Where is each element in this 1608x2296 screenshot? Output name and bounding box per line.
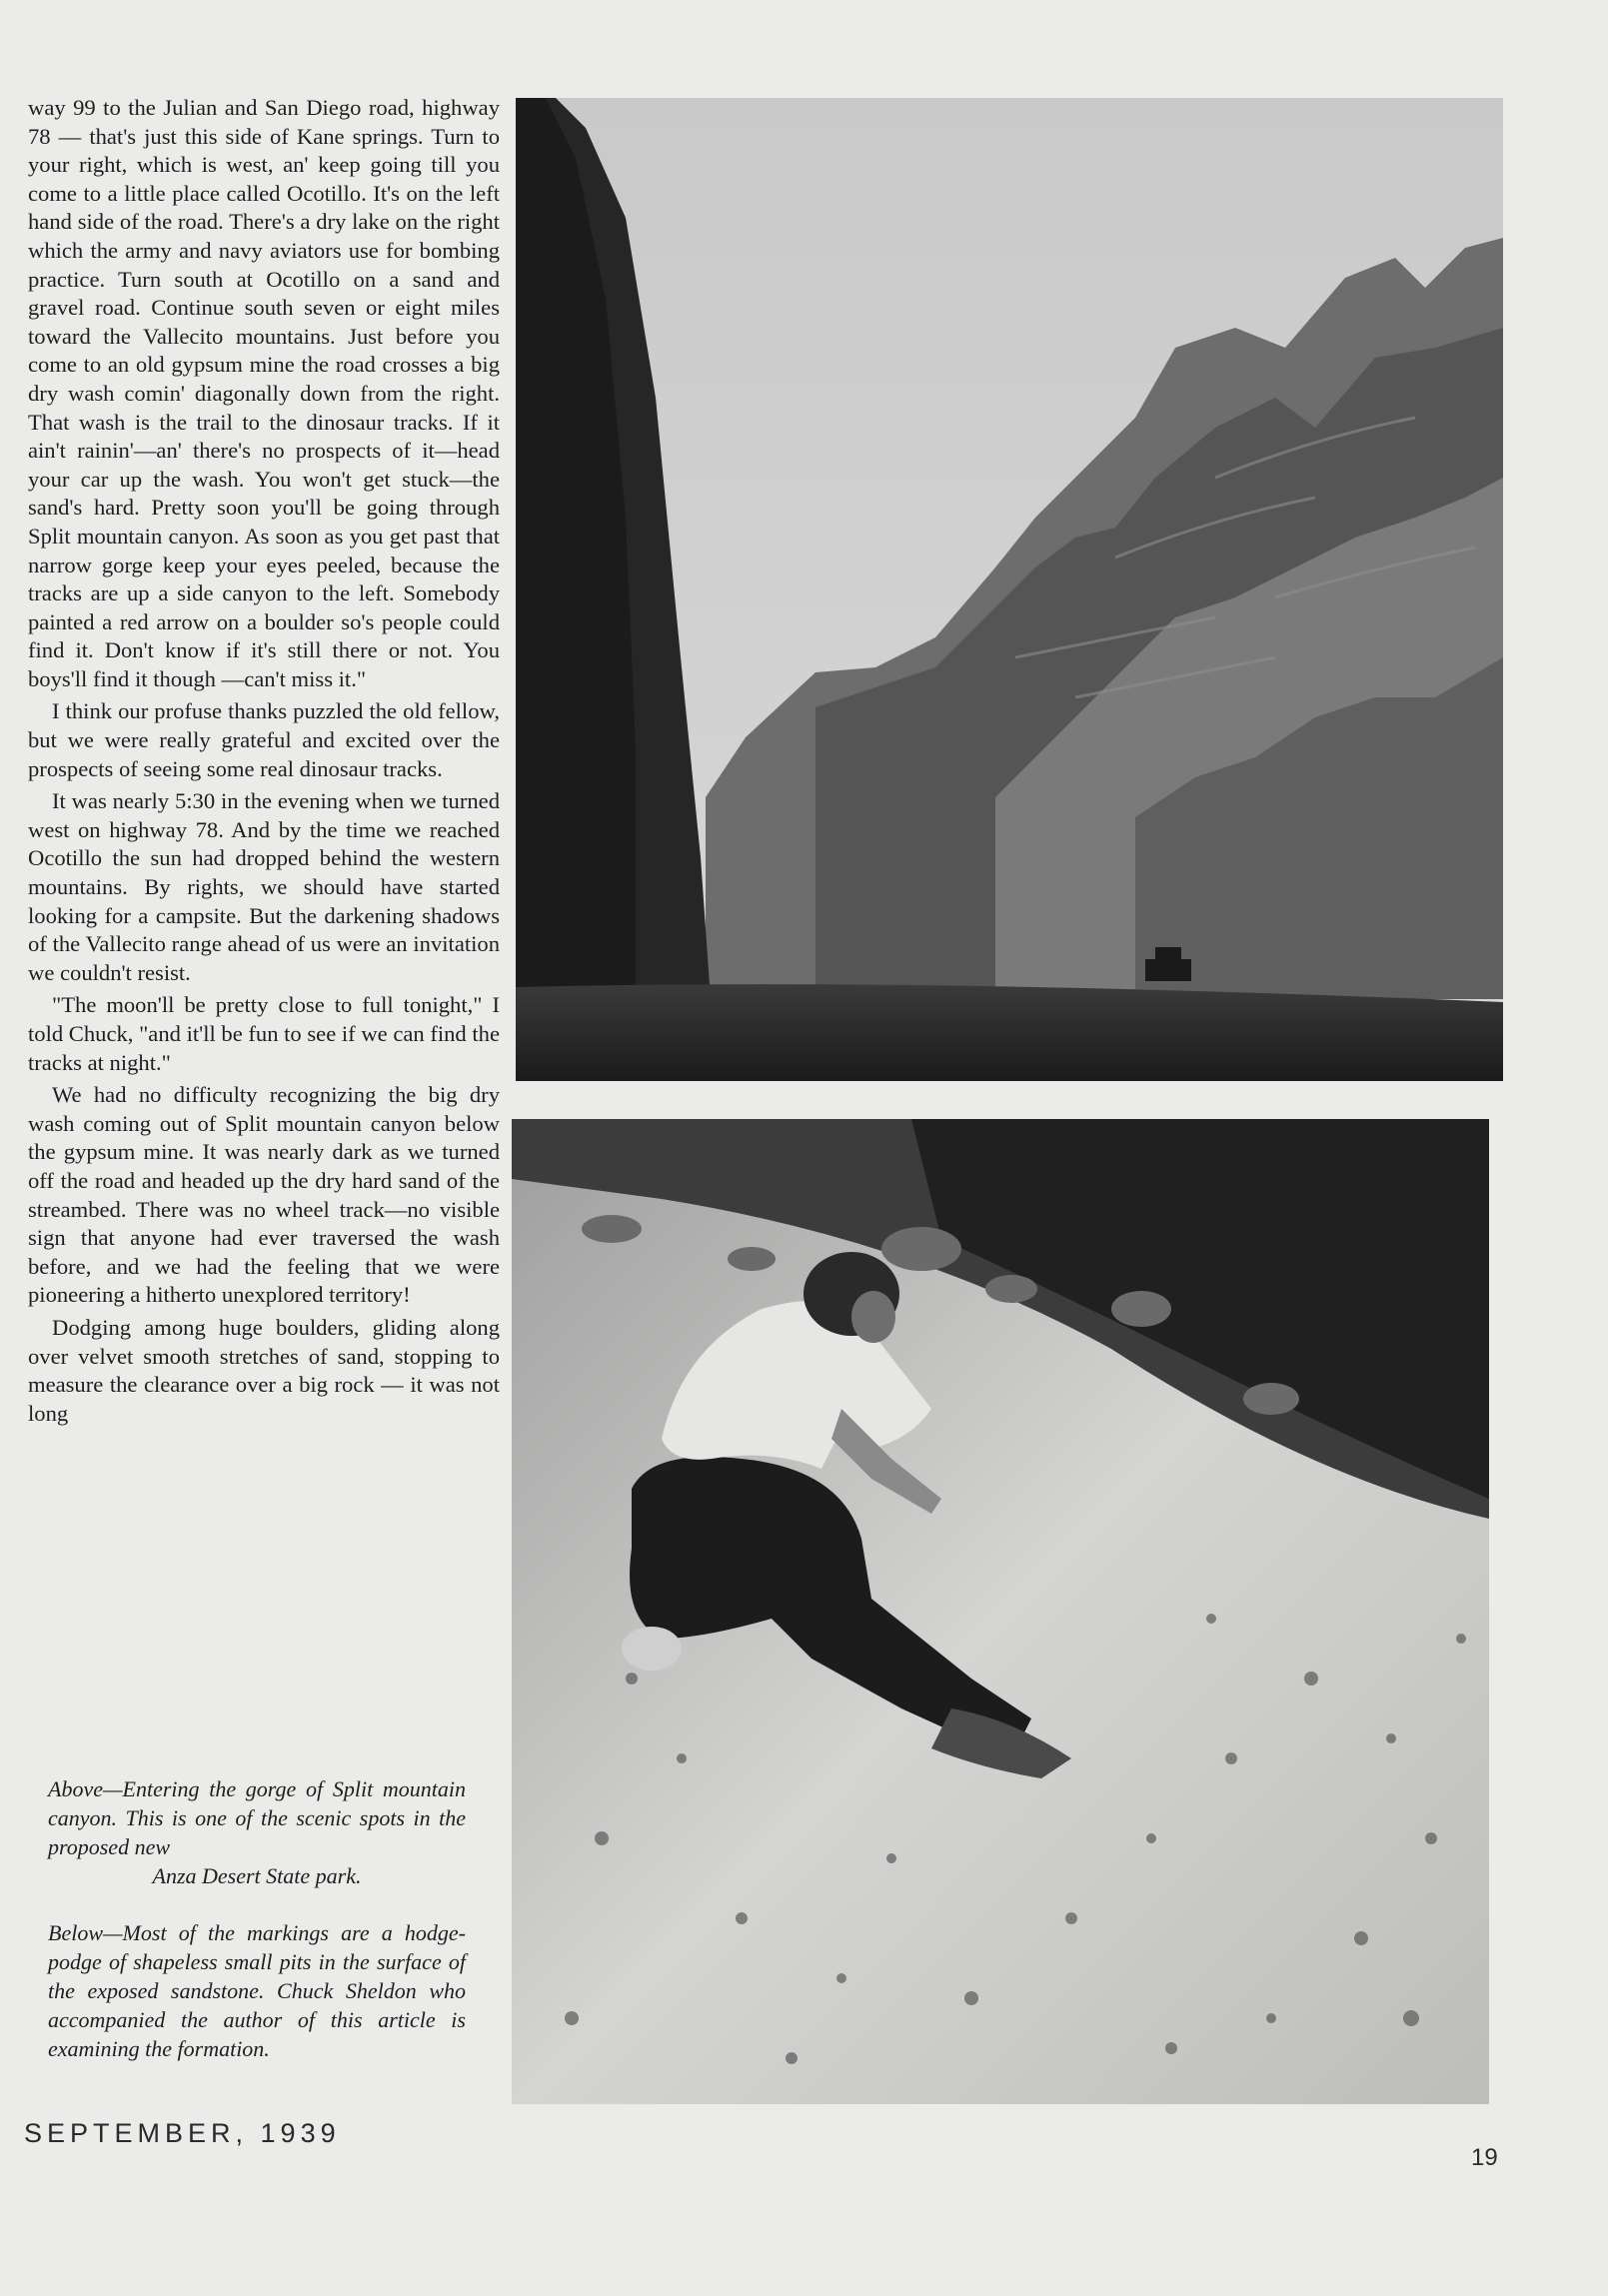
caption-above-text: Above—Entering the gorge of Split mountain canyon. This is one of the scenic spots in the proposed new xyxy=(48,1776,466,1859)
caption-above xyxy=(48,1774,466,1890)
article-paragraph: "The moon'll be pretty close to full tonight," I told Chuck, "and it'll be fun to see if we can find the tracks at night." xyxy=(28,992,500,1075)
article-paragraph: We had no difficulty recognizing the big dry wash coming out of Split mountain canyon below the gypsum mine. It was nearly dark as we turned off the road and headed up the dry hard sand of the streambed. There was no wheel track—no visible sign that anyone had ever traversed the wash before, and we had the feeling that we were pioneering a hitherto unexplored territory! xyxy=(28,1082,500,1308)
photo-captions xyxy=(48,1774,466,2091)
issue-date: SEPTEMBER, 1939 xyxy=(24,2118,341,2148)
canyon-photo xyxy=(516,98,1503,1099)
caption-above-last-line: Anza Desert State park. xyxy=(152,1863,362,1888)
article-paragraph: It was nearly 5:30 in the evening when we turned west on highway 78. And by the time we reached Ocotillo the sun had dropped behind the western mountains. By rights, we should have started looking for a campsite. But the darkening shadows of the Vallecito range ahead of us were an invitation we couldn't resist. xyxy=(28,788,500,985)
caption-below: Below—Most of the markings are a hodge-podge of shapeless small pits in the surface of the exposed sandstone. Chuck Sheldon who accompanied the author of this article is examining the formation. xyxy=(48,1920,466,2061)
sandstone-tracks-photo xyxy=(512,1119,1489,2104)
sandstone-tracks-photo-icon xyxy=(512,1119,1489,2104)
page-number: 19 xyxy=(1471,2144,1498,2171)
article-paragraph: way 99 to the Julian and San Diego road, highway 78 — that's just this side of Kane springs. Turn to your right, which is west, an' keep going till you come to a little place called Ocotillo. It's on the left hand side of the road. There's a dry lake on the right which the army and navy aviators use for bombing practice. Turn south at Ocotillo on a sand and gravel road. Continue south seven or eight miles toward the Vallecito mountains. Just before you come to an old gypsum mine the road crosses a big dry wash comin' diagonally down from the right. That wash is the trail to the dinosaur tracks. If it ain't rainin'—an' there's no prospects of it—head your car up the wash. You won't get stuck—the sand's hard. Pretty soon you'll be going through Split mountain canyon. As soon as you get past that narrow gorge keep your eyes peeled, because the tracks are up a side canyon to the left. Somebody painted a red arrow on a boulder so's people could find it. Don't know if it's still there or not. You boys'll find it though —can't miss it." xyxy=(28,95,500,691)
canyon-photo-icon xyxy=(516,98,1503,1099)
article-text-column xyxy=(28,94,500,1432)
article-paragraph: I think our profuse thanks puzzled the old fellow, but we were really grateful and excited over the prospects of seeing some real dinosaur tracks. xyxy=(28,698,500,781)
article-paragraph: Dodging among huge boulders, gliding along over velvet smooth stretches of sand, stopping to measure the clearance over a big rock — it was not long xyxy=(28,1314,500,1426)
